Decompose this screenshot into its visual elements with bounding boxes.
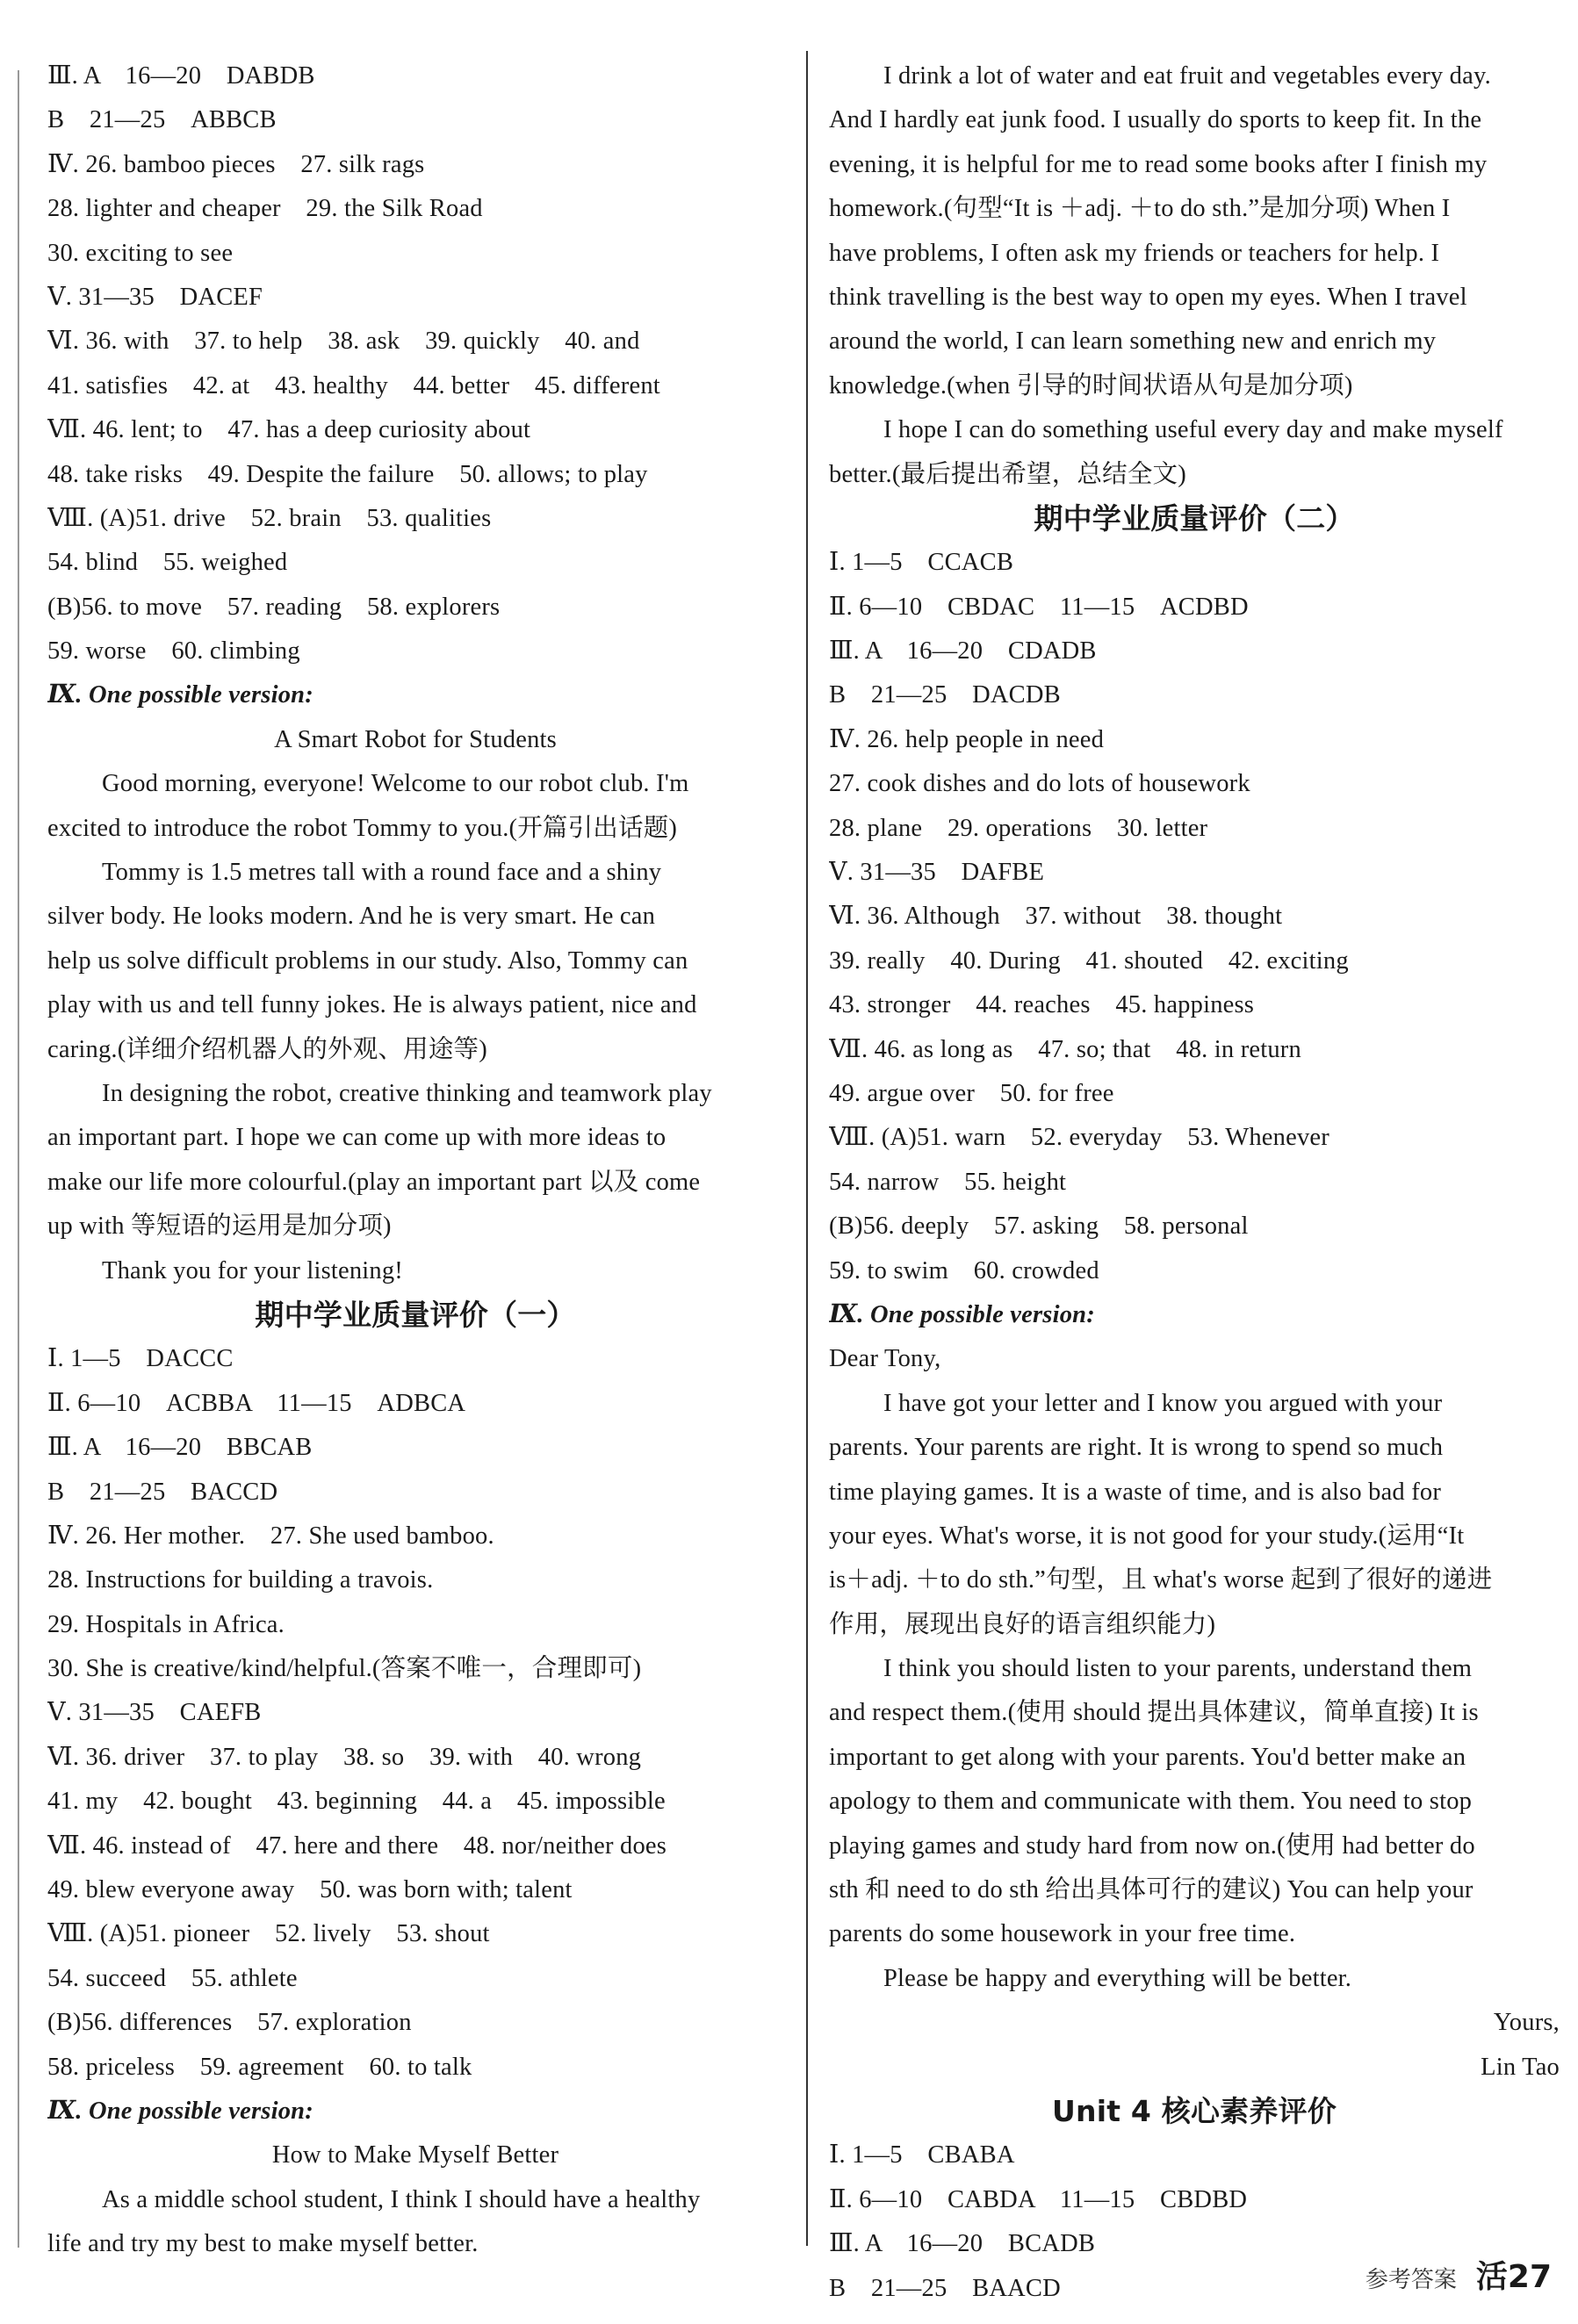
footer-label: 参考答案 [1365, 2267, 1457, 2293]
section-heading: 期中学业质量评价（一） [255, 1297, 576, 1332]
text-line: 54. succeed 55. athlete [47, 1964, 298, 1992]
text-line: time playing games. It is a waste of time, and is also bad for [829, 1478, 1442, 1506]
text-line: Ⅷ. (A)51. pioneer 52. lively 53. shout [47, 1920, 490, 1948]
text-line: knowledge.(when 引导的时间状语从句是加分项) [829, 371, 1353, 399]
text-line: I hope I can do something useful every day and make myself [883, 416, 1503, 444]
text-line: Good morning, everyone! Welcome to our robot club. I'm [102, 770, 689, 798]
text-line: 49. blew everyone away 50. was born with; talent [47, 1876, 573, 1904]
text-line: Ⅴ. 31—35 DAFBE [829, 859, 1045, 887]
text-line: 58. priceless 59. agreement 60. to talk [47, 2053, 472, 2081]
text-line: I drink a lot of water and eat fruit and vegetables every day. [883, 62, 1491, 90]
text-line: I have got your letter and I know you argued with your [883, 1389, 1443, 1417]
text-line: Ⅵ. 36. with 37. to help 38. ask 39. quickly 40. and [47, 327, 640, 356]
text-line: 59. worse 60. climbing [47, 637, 300, 666]
text-line: Ⅷ. (A)51. drive 52. brain 53. qualities [47, 504, 492, 532]
text-line: 49. argue over 50. for free [829, 1079, 1114, 1107]
text-line: parents. Your parents are right. It is wrong to spend so much [829, 1434, 1444, 1462]
right-column [829, 54, 1560, 2311]
text-line: Ⅴ. 31—35 DACEF [47, 283, 263, 311]
text-line: have problems, I often ask my friends or teachers for help. I [829, 239, 1440, 267]
text-line: Ⅸ. One possible version: [47, 2097, 313, 2125]
text-line: 41. satisfies 42. at 43. healthy 44. better 45. different [47, 371, 660, 399]
text-line: Ⅶ. 46. instead of 47. here and there 48. nor/neither does [47, 1831, 667, 1860]
text-line: 39. really 40. During 41. shouted 42. exciting [829, 946, 1349, 975]
text-line: Dear Tony, [829, 1345, 941, 1373]
text-line: Ⅱ. 6—10 CABDA 11—15 CBDBD [829, 2185, 1248, 2213]
section-heading: Unit 4 核心素养评价 [1052, 2093, 1337, 2128]
text-line: Ⅲ. A 16—20 CDADB [829, 637, 1097, 666]
text-line: Yours, [1493, 2009, 1560, 2037]
text-line: silver body. He looks modern. And he is very smart. He can [47, 903, 656, 931]
text-line: is＋adj. ＋to do sth.”句型，且 what's worse 起到了很好的递进 [829, 1566, 1493, 1594]
text-line: And I hardly eat junk food. I usually do sports to keep fit. In the [829, 106, 1482, 134]
text-line: 29. Hospitals in Africa. [47, 1610, 285, 1638]
text-line: B 21—25 DACDB [829, 681, 1061, 709]
text-line: help us solve difficult problems in our study. Also, Tommy can [47, 946, 688, 975]
section-heading: 期中学业质量评价（二） [1034, 500, 1355, 536]
text-line: Ⅱ. 6—10 ACBBA 11—15 ADBCA [47, 1389, 466, 1417]
text-line: think travelling is the best way to open my eyes. When I travel [829, 283, 1467, 311]
text-line: 作用，展现出良好的语言组织能力) [829, 1610, 1216, 1638]
page-footer [1365, 2258, 1552, 2297]
text-line: Ⅵ. 36. driver 37. to play 38. so 39. with 40. wrong [47, 1743, 642, 1771]
text-line: Ⅶ. 46. as long as 47. so; that 48. in return [829, 1035, 1301, 1063]
text-line: play with us and tell funny jokes. He is always patient, nice and [47, 991, 697, 1019]
text-line: Ⅸ. One possible version: [47, 681, 313, 709]
text-line: life and try my best to make myself better. [47, 2230, 479, 2258]
text-line: make our life more colourful.(play an important part 以及 come [47, 1168, 701, 1196]
text-line: How to Make Myself Better [271, 2141, 559, 2169]
text-line: Ⅱ. 6—10 CBDAC 11—15 ACDBD [829, 593, 1249, 621]
text-line: A Smart Robot for Students [274, 725, 557, 753]
text-line: 54. narrow 55. height [829, 1168, 1067, 1196]
text-line: apology to them and communicate with them. You need to stop [829, 1788, 1473, 1816]
left-column [47, 54, 783, 2267]
text-line: 30. She is creative/kind/helpful.(答案不唯一，合理即可) [47, 1655, 642, 1683]
text-line: As a middle school student, I think I should have a healthy [102, 2185, 701, 2213]
text-line: caring.(详细介绍机器人的外观、用途等) [47, 1035, 487, 1063]
text-line: Please be happy and everything will be better. [883, 1964, 1352, 1992]
text-line: 59. to swim 60. crowded [829, 1256, 1099, 1284]
text-line: Ⅳ. 26. help people in need [829, 725, 1105, 753]
text-line: (B)56. to move 57. reading 58. explorers [47, 593, 501, 621]
text-line: up with 等短语的运用是加分项) [47, 1212, 392, 1241]
text-line: Ⅲ. A 16—20 DABDB [47, 62, 315, 90]
text-line: and respect them.(使用 should 提出具体建议，简单直接) It is [829, 1699, 1479, 1727]
text-line: 28. Instructions for building a travois. [47, 1566, 434, 1594]
text-line: (B)56. deeply 57. asking 58. personal [829, 1212, 1249, 1241]
text-line: Ⅲ. A 16—20 BBCAB [47, 1434, 313, 1462]
text-line: 27. cook dishes and do lots of housework [829, 770, 1250, 798]
text-line: 48. take risks 49. Despite the failure 50. allows; to play [47, 460, 648, 488]
text-line: sth 和 need to do sth 给出具体可行的建议) You can help your [829, 1876, 1474, 1904]
text-line: Ⅷ. (A)51. warn 52. everyday 53. Whenever [829, 1124, 1329, 1152]
text-line: excited to introduce the robot Tommy to you.(开篇引出话题) [47, 814, 678, 842]
text-line: Ⅵ. 36. Although 37. without 38. thought [829, 903, 1283, 931]
text-line: Ⅲ. A 16—20 BCADB [829, 2230, 1096, 2258]
text-line: 41. my 42. bought 43. beginning 44. a 45. impossible [47, 1788, 666, 1816]
text-line: 28. lighter and cheaper 29. the Silk Road [47, 195, 483, 223]
text-line: Ⅰ. 1—5 CBABA [829, 2141, 1015, 2169]
text-line: Lin Tao [1481, 2053, 1560, 2081]
text-line: Ⅰ. 1—5 DACCC [47, 1345, 234, 1373]
text-line: evening, it is helpful for me to read some books after I finish my [829, 150, 1488, 178]
text-line: parents do some housework in your free time. [829, 1920, 1296, 1948]
text-line: 28. plane 29. operations 30. letter [829, 814, 1208, 842]
text-line: Ⅸ. One possible version: [829, 1300, 1095, 1328]
text-line: In designing the robot, creative thinking and teamwork play [102, 1079, 712, 1107]
text-line: homework.(句型“It is ＋adj. ＋to do sth.”是加分项) When I [829, 195, 1451, 223]
text-line: your eyes. What's worse, it is not good for your study.(运用“It [829, 1522, 1465, 1550]
text-line: around the world, I can learn something new and enrich my [829, 327, 1437, 356]
text-line: Ⅶ. 46. lent; to 47. has a deep curiosity about [47, 416, 531, 444]
text-line: (B)56. differences 57. exploration [47, 2009, 412, 2037]
text-line: 43. stronger 44. reaches 45. happiness [829, 991, 1255, 1019]
text-line: playing games and study hard from now on.(使用 had better do [829, 1831, 1475, 1860]
text-line: B 21—25 ABBCB [47, 106, 277, 134]
page-number: 活27 [1475, 2259, 1552, 2295]
text-line: Ⅳ. 26. Her mother. 27. She used bamboo. [47, 1522, 494, 1550]
text-line: important to get along with your parents. You'd better make an [829, 1743, 1466, 1771]
text-line: an important part. I hope we can come up with more ideas to [47, 1124, 667, 1152]
text-line: Ⅴ. 31—35 CAEFB [47, 1699, 262, 1727]
column-divider [806, 51, 808, 2246]
text-line: 30. exciting to see [47, 239, 234, 267]
text-line: Ⅳ. 26. bamboo pieces 27. silk rags [47, 150, 425, 178]
text-line: I think you should listen to your parents, understand them [883, 1655, 1473, 1683]
text-line: B 21—25 BAACD [829, 2274, 1061, 2302]
text-line: Tommy is 1.5 metres tall with a round face and a shiny [102, 859, 662, 887]
page-edge-line [18, 70, 19, 2248]
text-line: 54. blind 55. weighed [47, 549, 288, 577]
text-line: better.(最后提出希望，总结全文) [829, 460, 1186, 488]
text-line: B 21—25 BACCD [47, 1478, 278, 1506]
text-line: Ⅰ. 1—5 CCACB [829, 549, 1014, 577]
text-line: Thank you for your listening! [102, 1256, 403, 1284]
